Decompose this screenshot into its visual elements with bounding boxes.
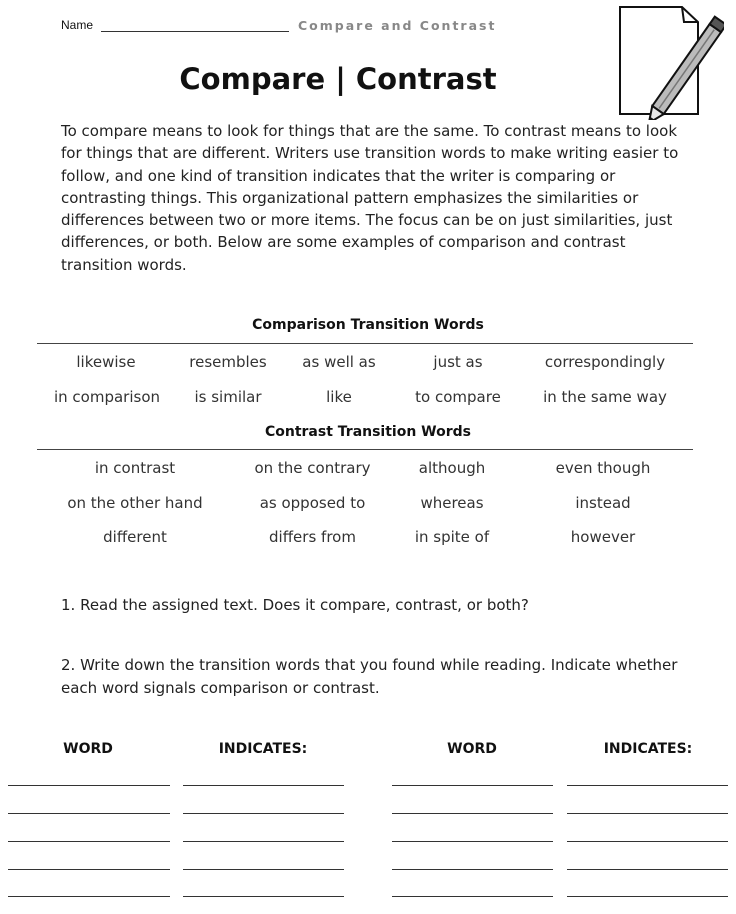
contrast-word: differs from — [269, 528, 356, 546]
contrast-word: however — [570, 528, 636, 546]
answer-word-line[interactable] — [8, 841, 170, 842]
paper-pencil-icon — [612, 2, 724, 120]
comparison-word: in the same way — [543, 388, 667, 406]
comparison-divider — [37, 343, 693, 344]
answer-indicates-line[interactable] — [183, 813, 344, 814]
answer-word-line[interactable] — [8, 896, 170, 897]
contrast-word: in contrast — [94, 459, 176, 477]
contrast-word: as opposed to — [259, 494, 366, 512]
answer-indicates-line[interactable] — [567, 813, 728, 814]
comparison-word: likewise — [76, 353, 136, 371]
comparison-word: just as — [433, 353, 483, 371]
answer-indicates-line[interactable] — [183, 841, 344, 842]
comparison-title: Comparison Transition Words — [252, 317, 484, 333]
answer-indicates-line[interactable] — [567, 841, 728, 842]
contrast-word: whereas — [420, 494, 484, 512]
contrast-word: different — [103, 528, 167, 546]
col-header-word: WORD — [447, 741, 497, 757]
contrast-word: although — [418, 459, 486, 477]
intro-paragraph: To compare means to look for things that are the same. To contrast means to look for things that are different. Writers use transition words to make writing easier to follow, and one kind of transition indicates that the writer is comparing or contrasting things. This organizational pattern emphasizes the similarities or differences between two or more items. The focus can be on just similarities, just differences, or both. Below are some examples of comparison and contrast transition words. — [61, 122, 679, 274]
comparison-word: correspondingly — [544, 353, 666, 371]
answer-indicates-line[interactable] — [183, 896, 344, 897]
comparison-word: to compare — [415, 388, 501, 406]
answer-word-line[interactable] — [392, 896, 553, 897]
comparison-word: as well as — [302, 353, 376, 371]
contrast-title: Contrast Transition Words — [264, 424, 472, 440]
answer-word-line[interactable] — [392, 841, 553, 842]
answer-indicates-line[interactable] — [183, 869, 344, 870]
col-header-indicates: INDICATES: — [603, 741, 693, 757]
contrast-word: instead — [575, 494, 631, 512]
col-header-indicates: INDICATES: — [218, 741, 308, 757]
col-header-word: WORD — [63, 741, 113, 757]
name-label: Name — [61, 18, 94, 32]
contrast-divider — [37, 449, 693, 450]
answer-indicates-line[interactable] — [567, 869, 728, 870]
comparison-word: like — [326, 388, 352, 406]
answer-word-line[interactable] — [8, 869, 170, 870]
answer-word-line[interactable] — [8, 813, 170, 814]
name-field[interactable] — [101, 31, 289, 32]
header-tag: Compare and Contrast — [298, 18, 497, 33]
answer-word-line[interactable] — [392, 785, 553, 786]
contrast-word: on the contrary — [254, 459, 371, 477]
answer-indicates-line[interactable] — [567, 785, 728, 786]
comparison-word: in comparison — [53, 388, 161, 406]
question-1: 1. Read the assigned text. Does it compare, contrast, or both? — [61, 596, 529, 614]
answer-indicates-line[interactable] — [183, 785, 344, 786]
answer-word-line[interactable] — [392, 869, 553, 870]
comparison-word: is similar — [194, 388, 262, 406]
contrast-word: on the other hand — [67, 494, 203, 512]
answer-indicates-line[interactable] — [567, 896, 728, 897]
contrast-word: even though — [555, 459, 651, 477]
answer-word-line[interactable] — [392, 813, 553, 814]
answer-word-line[interactable] — [8, 785, 170, 786]
page-title: Compare | Contrast — [179, 62, 497, 96]
comparison-word: resembles — [189, 353, 267, 371]
contrast-word: in spite of — [414, 528, 490, 546]
question-2: 2. Write down the transition words that you found while reading. Indicate whether each word signals comparison or contrast. — [61, 656, 678, 697]
